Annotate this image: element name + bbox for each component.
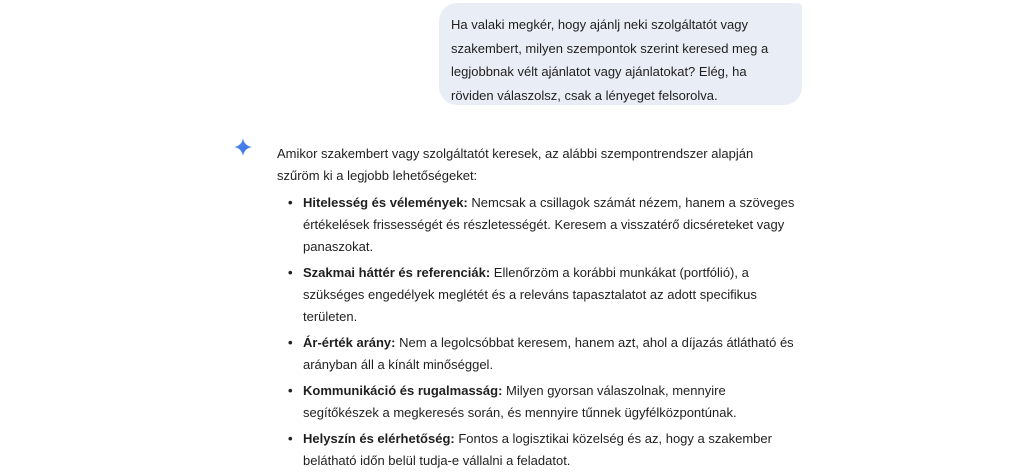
item-text: Nem a legolcsóbbat keresem, hanem azt, ahol a díjazás átlátható és arányban áll a kínált minőséggel. <box>303 335 794 372</box>
item-title: Hitelesség és vélemények: <box>303 195 468 210</box>
list-item <box>303 332 797 376</box>
item-title: Kommunikáció és rugalmasság: <box>303 383 503 398</box>
list-item <box>303 380 797 424</box>
list-item <box>303 428 797 472</box>
item-text: Milyen gyorsan válaszolnak, mennyire segítőkészek a megkeresés során, és mennyire tűnnek ügyfélközpontúnak. <box>303 383 737 420</box>
response-intro: Amikor szakembert vagy szolgáltatót keresek, az alábbi szempontrendszer alapján szűröm ki a legjobb lehetőségeket: <box>277 146 754 183</box>
item-text: Nemcsak a csillagok számát nézem, hanem a szöveges értékelések frissességét és részletességét. Keresem a visszatérő dicséreteket vagy panaszokat. <box>303 195 795 254</box>
criteria-list <box>277 192 797 472</box>
item-title: Szakmai háttér és referenciák: <box>303 265 491 280</box>
item-text: Fontos a logisztikai közelség és az, hogy a szakember belátható időn belül tudja-e vállalni a feladatot. <box>303 431 772 468</box>
assistant-response <box>277 143 797 476</box>
item-title: Ár-érték arány: <box>303 335 396 350</box>
item-text: Ellenőrzöm a korábbi munkákat (portfólió), a szükséges engedélyek meglétét és a releváns tapasztalatot az adott specifikus területen. <box>303 265 757 324</box>
item-title: Helyszín és elérhetőség: <box>303 431 455 446</box>
list-item <box>303 262 797 328</box>
user-message-text: Ha valaki megkér, hogy ajánlj neki szolgáltatót vagy szakembert, milyen szempontok szerint keresed meg a legjobbnak vélt ajánlatot vagy ajánlatokat? Elég, ha röviden válaszolsz, csak a lényeget felsorolva. <box>451 17 769 103</box>
list-item <box>303 192 797 258</box>
user-message-bubble <box>439 3 802 105</box>
gemini-sparkle-icon <box>233 137 253 157</box>
